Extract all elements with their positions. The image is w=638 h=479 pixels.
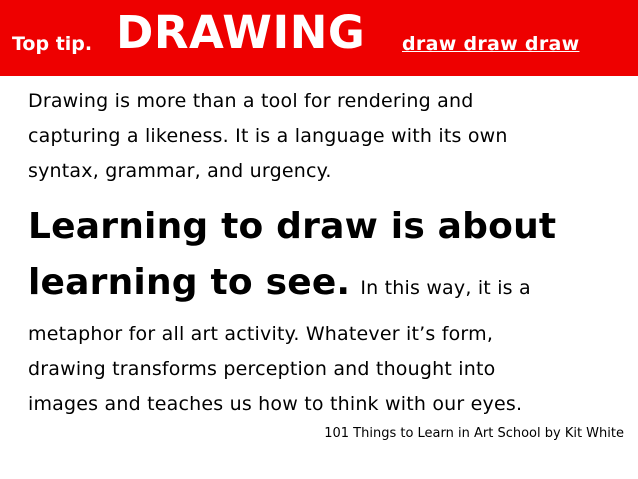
intro-line-3: syntax, grammar, and urgency. (28, 160, 332, 182)
source-credit: 101 Things to Learn in Art School by Kit White (324, 426, 624, 441)
banner-title: DRAWING (116, 6, 366, 59)
intro-line-1: Drawing is more than a tool for rendering and (28, 90, 474, 112)
emphasis-line-1: Learning to draw is about (28, 206, 557, 247)
banner-subtitle: draw draw draw (402, 33, 580, 55)
closing-line-1: metaphor for all art activity. Whatever it’s form, (28, 323, 494, 345)
emphasis-line-2 (28, 262, 531, 303)
closing-line-3: images and teaches us how to think with our eyes. (28, 393, 523, 415)
top-tip-label: Top tip. (12, 33, 93, 55)
emphasis-continuation: In this way, it is a (360, 277, 531, 299)
intro-line-2: capturing a likeness. It is a language with its own (28, 125, 508, 147)
closing-line-2: drawing transforms perception and thought into (28, 358, 496, 380)
title-banner (0, 0, 638, 76)
emphasis-line-2-text: learning to see. (28, 262, 351, 303)
